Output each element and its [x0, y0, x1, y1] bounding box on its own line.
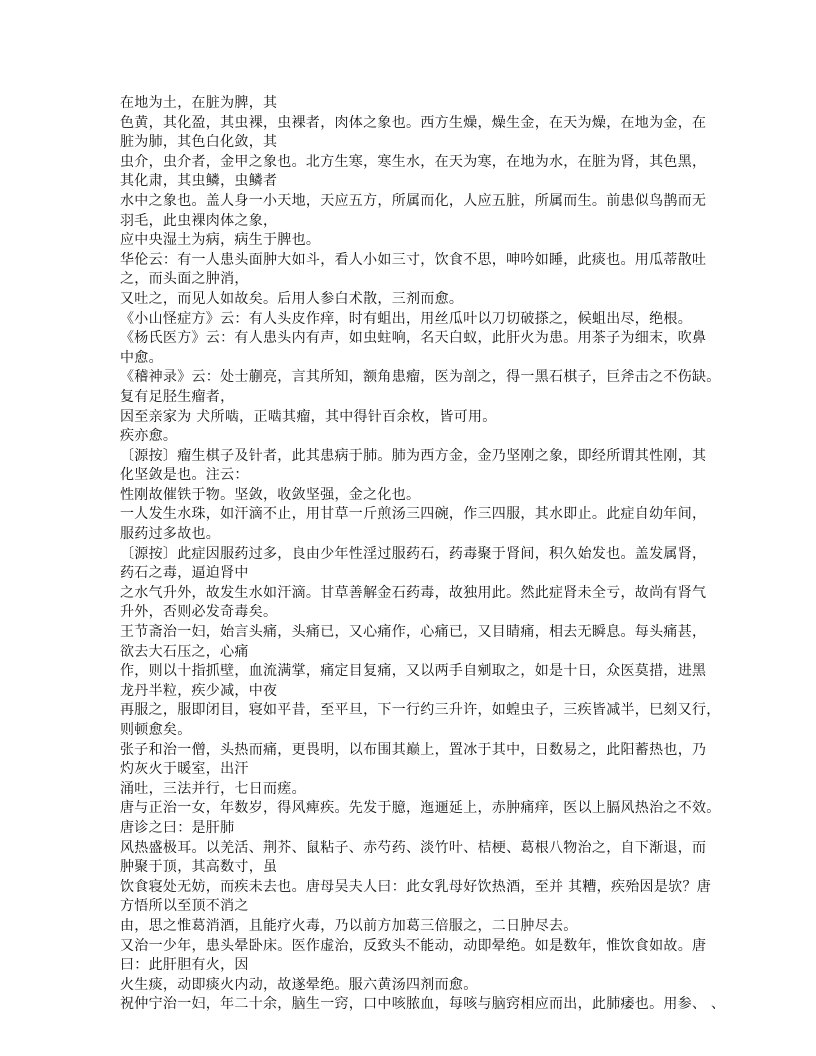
text-line: 火生痰，动即痰火内动，故遂晕绝。服六黄汤四剂而愈。: [120, 976, 478, 993]
text-line: 〔源按〕此症因服药过多，良由少年性淫过服药石，药毒聚于肾间，积久始发也。盖发属肾，: [120, 545, 707, 562]
text-line: 欲去大石压之，心痛: [120, 643, 249, 660]
text-line: 复有足胫生瘤者，: [120, 388, 235, 405]
text-line: 灼灰火于暖室，出汗: [120, 761, 249, 778]
text-line: 升外，否则必发奇毒矣。: [120, 604, 278, 621]
text-line: 王节斋治一妇，始言头痛，头痛已，又心痛作，心痛已，又目睛痛，相去无瞬息。每头痛甚，: [120, 624, 707, 641]
text-line: 《小山怪症方》云：有人头皮作痒，时有蛆出，用丝瓜叶以刀切破搽之，候蛆出尽，绝根。: [120, 310, 692, 327]
text-line: 服药过多故也。: [120, 526, 221, 543]
text-line: 之水气升外，故发生水如汗滴。甘草善解金石药毒，故独用此。然此症肾未全亏，故尚有肾气: [120, 584, 707, 601]
text-line: 由，思之惟葛消酒，且能疗火毒，乃以前方加葛三倍服之，二日肿尽去。: [120, 917, 578, 934]
text-line: 《稽神录》云：处士蒯亮，言其所知，额角患瘤，医为剖之，得一黑石棋子，巨斧击之不伤缺。: [120, 369, 721, 386]
text-line: 涌吐，三法并行，七日而瘥。: [120, 780, 306, 797]
text-line: 化坚敛是也。注云：: [120, 467, 249, 484]
text-line: 风热盛极耳。以羌活、荆芥、鼠粘子、赤芍药、淡竹叶、桔梗、葛根八物治之，自下渐退，而: [120, 839, 707, 856]
text-line: 则顿愈矣。: [120, 722, 192, 738]
text-line: 其化肃，其虫鳞，虫鳞者: [120, 173, 278, 190]
text-line: 性刚故催铁于物。坚敛，收敛坚强，金之化也。: [120, 486, 421, 503]
text-line: 曰：此肝胆有火，因: [120, 957, 249, 974]
text-line: 疾亦愈。: [120, 428, 178, 445]
text-line: 张子和治一僧，头热而痛，更畏明，以布围其巅上，置冰于其中，日数易之，此阳蓄热也，乃: [120, 741, 707, 758]
text-line: 华伦云：有一人患头面肿大如斗，看人小如三寸，饮食不思，呻吟如睡，此痰也。用瓜蒂散吐: [120, 251, 707, 268]
text-line: 饮食寝处无妨，而疾未去也。唐母吴夫人曰：此女乳母好饮热酒，至并 其糟，疾殆因是欤？唐: [120, 878, 712, 895]
text-line: 色黄，其化盈，其虫裸，虫裸者，肉体之象也。西方生燥，燥生金，在天为燥，在地为金，在: [120, 114, 707, 131]
document-page: [120, 94, 726, 1015]
text-line: 又吐之，而见人如故矣。后用人参白术散，三剂而愈。: [120, 290, 464, 307]
text-line: 一人发生水珠，如汗滴不止，用甘草一斤煎汤三四碗，作三四服，其水即止。此症自幼年间，: [120, 506, 707, 523]
text-line: 虫介，虫介者，金甲之象也。北方生寒，寒生水，在天为寒，在地为水，在脏为肾，其色黑，: [120, 153, 707, 170]
text-line: 〔源按〕瘤生棋子及针者，此其患病于肺。肺为西方金，金乃坚刚之象，即经所谓其性刚，其: [120, 447, 707, 464]
text-line: 脏为肺，其色白化敛，其: [120, 134, 278, 151]
text-line: 因至亲家为 犬所啮，正啮其瘤，其中得针百余枚，皆可用。: [120, 408, 497, 425]
text-line: 中愈。: [120, 349, 163, 366]
text-line: 《杨氏医方》云：有人患头内有声，如虫蛀响，名天白蚁，此肝火为患。用茶子为细末，吹鼻: [120, 330, 707, 347]
text-line: 方悟所以至顶不消之: [120, 898, 249, 915]
text-line: 羽毛，此虫裸肉体之象，: [120, 212, 278, 229]
text-line: 水中之象也。盖人身一小天地，天应五方，所属而化，人应五脏，所属而生。前患似鸟鹊而无: [120, 192, 707, 209]
text-line: 药石之毒，逼迫肾中: [120, 565, 249, 582]
text-line: 应中央湿土为病，病生于脾也。: [120, 232, 321, 249]
text-line: 之，而头面之肿消，: [120, 271, 249, 288]
text-line: 在地为土，在脏为脾，其: [120, 95, 278, 111]
text-line: 唐与正治一女，年数岁，得风痺疾。先发于臆，迤逦延上，赤肿痛痒，医以上膈风热治之不效。: [120, 800, 721, 817]
text-line: 又治一少年，患头晕卧床。医作虚治，反致头不能动，动即晕绝。如是数年，惟饮食如故。唐: [120, 937, 707, 954]
text-line: 作，则以十指抓壁，血流满掌，痛定目复痛，又以两手自剜取之，如是十日，众医莫措，进黑: [120, 663, 707, 680]
text-line: 唐诊之曰：是肝肺: [120, 819, 235, 836]
text-line: 龙丹半粒，疾少减，中夜: [120, 682, 278, 699]
text-line: 祝仲宁治一妇，年二十余，脑生一窍，口中咳脓血，每咳与脑窍相应而出，此肺痿也。用参、 、: [120, 996, 726, 1013]
text-line: 再服之，服即闭目，寝如平昔，至平旦，下一行约三升许，如蝗虫子，三疾皆减半，巳刻又行，: [120, 702, 721, 719]
text-line: 肿聚于顶，其高数寸，虽: [120, 859, 278, 876]
